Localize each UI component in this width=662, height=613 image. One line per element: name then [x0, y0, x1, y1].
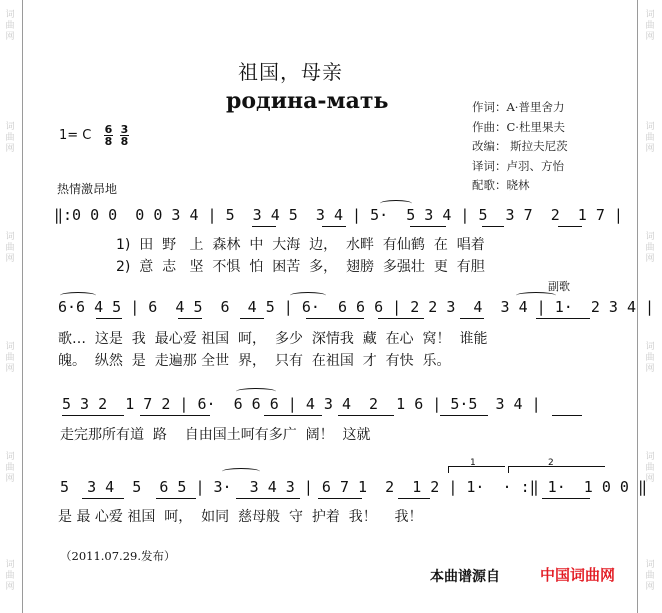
watermark-left-4: 词 曲 网: [5, 342, 15, 374]
credit-lyricist: 作词：A·普里舍力: [472, 100, 565, 114]
time-signature-3-8: 3 8: [120, 123, 129, 148]
credit-arranger: 改编： 斯拉夫尼茨: [472, 139, 568, 153]
beam: [252, 226, 276, 227]
lyric-row-4: 是 最 心爱 祖国 呵， 如同 慈母般 守 护着 我！ 我！: [58, 509, 423, 525]
credits-block: [472, 98, 568, 196]
lyric-row-1-verse-1: 1) 田 野 上 森林 中 大海 边， 水畔 有仙鹤 在 唱着: [116, 237, 485, 253]
beam: [82, 498, 124, 499]
watermark-left-1: 词 曲 网: [5, 10, 15, 42]
volta-bracket-1: [448, 466, 505, 473]
watermark-right-3: 词 曲 网: [645, 232, 655, 264]
volta-bracket-2: [508, 466, 605, 473]
beam: [482, 226, 504, 227]
notation-row-4: 5 3 4 5 6 5 | 3· 3 4 3 | 6 7 1 2 1 2 | 1· · :‖ 1· 1 0 0 ‖: [60, 478, 647, 496]
lyric-row-2-verse-1: 歌… 这是 我 最心爱 祖国 呵， 多少 深情我 藏 在心 窝！ 谁能: [58, 331, 488, 347]
tempo-marking: 热情激昂地: [57, 182, 118, 196]
watermark-right-6: 词 曲 网: [645, 560, 655, 592]
watermark-left-2: 词 曲 网: [5, 122, 15, 154]
beam: [96, 318, 122, 319]
watermark-right-2: 词 曲 网: [645, 122, 655, 154]
left-border: [22, 0, 23, 613]
chorus-tag: 副歌: [548, 280, 570, 293]
watermark-right-4: 词 曲 网: [645, 342, 655, 374]
beam: [178, 318, 202, 319]
beam: [318, 498, 362, 499]
lyric-row-3: 走完那所有道 路 自由国土呵有多广 阔！ 这就: [60, 427, 371, 443]
beam: [460, 318, 484, 319]
watermark-right-5: 词 曲 网: [645, 452, 655, 484]
publish-date: （2011.07.29.发布）: [60, 549, 176, 563]
source-brand-link[interactable]: 中国词曲网: [540, 566, 616, 584]
credit-composer: 作曲：C·杜里果夫: [472, 119, 565, 134]
beam: [440, 415, 488, 416]
watermark-right-1: 词 曲 网: [645, 10, 655, 42]
source-label: 本曲谱源自: [430, 569, 500, 585]
notation-row-1: ‖:0 0 0 0 0 3 4 | 5 3 4 5 3 4 | 5· 5 3 4 | 5 3 7 2 1 7 |: [54, 206, 623, 224]
watermark-left-3: 词 曲 网: [5, 232, 15, 264]
beam: [542, 498, 590, 499]
credit-lyric-adapter: 配歌：晓林: [472, 178, 530, 192]
beam: [552, 415, 582, 416]
beam: [156, 498, 196, 499]
beam: [558, 226, 582, 227]
beam: [306, 318, 364, 319]
watermark-left-5: 词 曲 网: [5, 452, 15, 484]
beam: [338, 415, 394, 416]
key-signature: 1= C: [59, 128, 92, 143]
lyric-row-1-verse-2: 2) 意 志 坚 不惧 怕 困苦 多， 翅膀 多强壮 更 有胆: [116, 259, 485, 275]
watermark-left-6: 词 曲 网: [5, 560, 15, 592]
time-signature-6-8: 6 8: [104, 123, 113, 148]
beam: [398, 498, 430, 499]
volta-number-1: 1: [470, 458, 476, 468]
tie: [222, 468, 260, 475]
beam: [378, 318, 424, 319]
beam: [536, 318, 590, 319]
volta-number-2: 2: [548, 458, 554, 468]
tie: [236, 388, 276, 395]
notation-row-2: 6·6 4 5 | 6 4 5 6 4 5 | 6· 6 6 6 | 2 2 3 4 3 4 | 1· 2 3 4 |: [58, 298, 655, 316]
beam: [264, 415, 322, 416]
beam: [140, 415, 210, 416]
beam: [240, 318, 264, 319]
notation-row-3: 5 3 2 1 7 2 | 6· 6 6 6 | 4 3 4 2 1 6 | 5·5 3 4 |: [62, 395, 541, 413]
beam: [322, 226, 346, 227]
beam: [236, 498, 300, 499]
beam: [410, 226, 446, 227]
song-title-russian: родина-мать: [226, 88, 389, 114]
beam: [62, 415, 124, 416]
credit-translator: 译词：卢羽、方怡: [472, 158, 564, 173]
song-title-chinese: 祖国，母亲: [238, 60, 343, 84]
lyric-row-2-verse-2: 魄。 纵然 是 走遍那 全世 界， 只有 在祖国 才 有快 乐。: [58, 353, 451, 369]
